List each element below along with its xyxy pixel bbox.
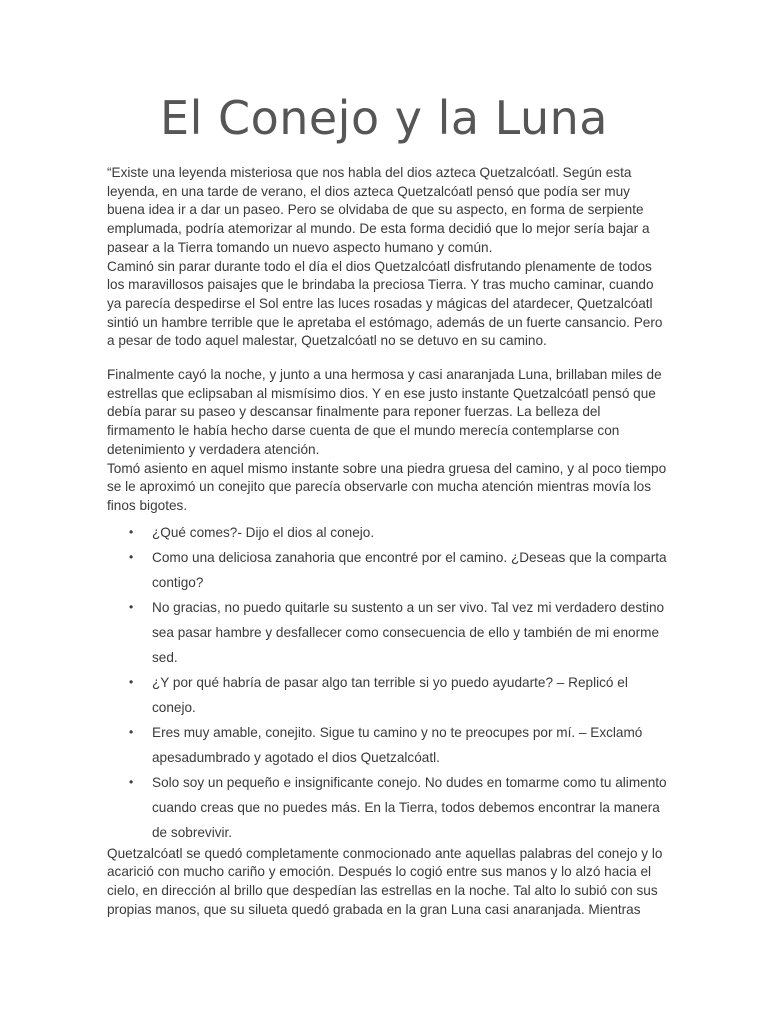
paragraph-rabbit: Tomó asiento en aquel mismo instante sobre una piedra gruesa del camino, y al poco tiempo se le aproximó un conejito que parecía observarle con mucha atención mientras movía los finos bigotes. [107, 460, 667, 513]
bullet-icon: • [129, 724, 134, 739]
bullet-icon: • [129, 549, 134, 564]
bullet-icon: • [129, 524, 134, 539]
dialogue-text: Solo soy un pequeño e insignificante conejo. No dudes en tomarme como tu alimento cuando creas que no puedes más. En la Tierra, todos debemos encontrar la manera de sobrevivir. [152, 774, 667, 840]
dialogue-text: Eres muy amable, conejito. Sigue tu camino y no te preocupes por mí. – Exclamó apesadumbrado y agotado el dios Quetzalcóatl. [152, 724, 643, 765]
dialogue-item [129, 720, 667, 770]
document-title: El Conejo y la Luna [160, 91, 608, 145]
dialogue-item [129, 770, 667, 845]
dialogue-item [129, 545, 667, 595]
bullet-icon: • [129, 674, 134, 689]
dialogue-text: ¿Qué comes?- Dijo el dios al conejo. [152, 524, 375, 540]
dialogue-item [129, 595, 667, 670]
paragraph-closing: Quetzalcóatl se quedó completamente conmocionado ante aquellas palabras del conejo y lo acarició con mucho cariño y emoción. Después lo cogió entre sus manos y lo alzó hacia el cielo, en dirección al brillo que despedían las estrellas en la noche. Tal alto lo subió con sus propias manos, que su silueta quedó grabada en la gran Luna casi anaranjada. Mientras [107, 845, 663, 917]
dialogue-item [129, 520, 667, 545]
dialogue-text: ¿Y por qué habría de pasar algo tan terrible si yo puedo ayudarte? – Replicó el conejo. [152, 674, 628, 715]
bullet-icon: • [129, 599, 134, 614]
document-body [107, 164, 667, 919]
dialogue-text: No gracias, no puedo quitarle su sustento a un ser vivo. Tal vez mi verdadero destino sea pasar hambre y desfallecer como consecuencia de ello y también de mi enorme sed. [152, 599, 665, 665]
paragraph-night: Finalmente cayó la noche, y junto a una hermosa y casi anaranjada Luna, brillaban miles de estrellas que eclipsaban al mismísimo dios. Y en ese justo instante Quetzalcóatl pensó que debía parar su paseo y descansar finalmente para reponer fuerzas. La belleza del firmamento le había hecho darse cuenta de que el mundo merecía contemplarse con detenimiento y verdadera atención. [107, 367, 662, 457]
dialogue-list [107, 520, 667, 845]
dialogue-text: Como una deliciosa zanahoria que encontré por el camino. ¿Deseas que la comparta contigo? [152, 549, 667, 590]
paragraph-walk: Caminó sin parar durante todo el día el dios Quetzalcóatl disfrutando plenamente de todos los maravillosos paisajes que le brindaba la preciosa Tierra. Y tras mucho caminar, cuando ya parecía despedirse el Sol entre las luces rosadas y mágicas del atardecer, Quetzalcóatl sintió un hambre terrible que le apretaba el estómago, además de un fuerte cansancio. Pero a pesar de todo aquel malestar, Quetzalcóatl no se detuvo en su camino. [107, 258, 663, 349]
dialogue-item [129, 670, 667, 720]
paragraph-intro: “Existe una leyenda misteriosa que nos habla del dios azteca Quetzalcóatl. Según esta leyenda, en una tarde de verano, el dios azteca Quetzalcóatl pensó que podía ser muy buena idea ir a dar un paseo. Pero se olvidaba de que su aspecto, en forma de serpiente emplumada, podría atemorizar al mundo. De esta forma decidió que lo mejor sería bajar a pasear a la Tierra tomando un nuevo aspecto humano y común. [107, 165, 650, 255]
bullet-icon: • [129, 774, 134, 789]
